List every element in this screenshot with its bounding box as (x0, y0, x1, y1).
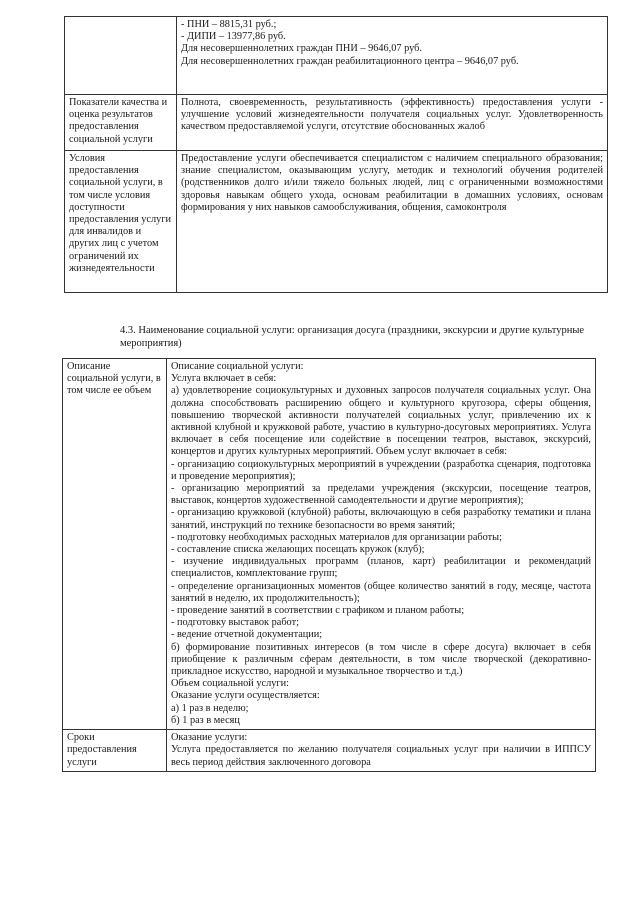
description-line: Описание социальной услуги: (171, 361, 304, 372)
table-row (65, 17, 608, 95)
row-label: Показатели качества и оценка результатов предоставления социальной услуги (65, 95, 177, 151)
row-label: Описание социальной услуги, в том числе ее объем (63, 359, 167, 730)
description-line: Услуга включает в себя: (171, 373, 277, 385)
description-line: а) удовлетворение социокультурных и духовных запросов получателя социальных услуг. Она должна способствовать расширению общего и культурного кругозора, сферы общения, повышению творческой активности получателей социальных услуг, привлечению их к активной клубной и кружковой работе, участию в культурно-досуговых мероприятиях. Услуга включает в себя посещение или содействие в посещении театров, выставок, экскурсий, концертов и других культурных мероприятий. Объем услуг включает в себя: (171, 385, 591, 458)
description-line: - ведение отчетной документации; (171, 629, 323, 641)
description-line: б) 1 раз в месяц (171, 714, 240, 726)
description-line: - подготовку необходимых расходных материалов для организации работы; (171, 531, 502, 543)
description-line: - организацию кружковой (клубной) работы, включающую в себя разработку тематики и плана занятий, инструкций по технике безопасности во время занятий; (171, 507, 591, 531)
section-heading: 4.3. Наименование социальной услуги: организация досуга (праздники, экскурсии и другие культурные мероприятия) (120, 325, 585, 349)
description-line: - составление списка желающих посещать кружок (клуб); (171, 544, 425, 556)
cost-cell (177, 17, 608, 95)
table-row (65, 151, 608, 293)
row-label: Сроки предоставления услуги (63, 730, 167, 772)
description-line: б) формирование позитивных интересов (в том числе в сфере досуга) включает в себя приобщение к различным сферам деятельности, в том числе творческой (декоративно-прикладное искусство, народной и музыкальное творчество и т.д.) (171, 641, 591, 678)
cost-line: - ДИПИ – 13977,86 руб. (181, 31, 286, 43)
services-table-continued (64, 16, 608, 293)
description-line: - определение организационных моментов (общее количество занятий в году, месяце, частота занятий в неделю, их продолжительность); (171, 580, 591, 604)
terms-line: Оказание услуги: (171, 732, 248, 744)
description-line: а) 1 раз в неделю; (171, 702, 249, 714)
conditions-text: Предоставление услуги обеспечивается специалистом с наличием специального образования; знание специалистом, оказывающим услугу, методик и технологий обучения родителей (родственников долго и/или тяжело больных людей, лиц с ограниченными возможностями здоровья навыкам общего ухода, основам реабилитации в домашних условиях, основам формирования у них навыков самообслуживания, общения, самоконтроля (177, 151, 608, 293)
terms-line: Услуга предоставляется по желанию получателя социальных услуг при наличии в ИППСУ весь период действия заключенного договора (171, 744, 591, 768)
quality-indicators-text: Полнота, своевременность, результативность (эффективность) предоставления услуги - улучшение условий жизнедеятельности получателя социальных услуг. Удовлетворенность качеством предоставляемой услуги, отсутствие обоснованных жалоб (177, 95, 608, 151)
table-row (65, 95, 608, 151)
description-line: - проведение занятий в соответствии с графиком и планом работы; (171, 605, 465, 617)
table-row (63, 359, 596, 730)
leisure-service-table (62, 358, 596, 772)
description-line: - подготовку выставок работ; (171, 617, 299, 629)
description-line: - организацию социокультурных мероприятий в учреждении (разработка сценария, подготовка и проведение мероприятия); (171, 458, 591, 482)
description-line: - организацию мероприятий за пределами учреждения (экскурсии, посещение театров, выставок, концертов художественной самодеятельности и другие мероприятия); (171, 483, 591, 507)
cost-line: - ПНИ – 8815,31 руб.; (181, 19, 277, 30)
cost-line: Для несовершеннолетних граждан реабилитационного центра – 9646,07 руб. (181, 55, 519, 67)
row-label (65, 17, 177, 95)
description-line: Объем социальной услуги: (171, 678, 289, 690)
service-description-cell (167, 359, 596, 730)
service-terms-cell (167, 730, 596, 772)
cost-line: Для несовершеннолетних граждан ПНИ – 9646,07 руб. (181, 43, 422, 55)
table-row (63, 730, 596, 772)
row-label: Условия предоставления социальной услуги, в том числе условия доступности предоставления услуги для инвалидов и других лиц с учетом ограничений их жизнедеятельности (65, 151, 177, 293)
description-line: - изучение индивидуальных программ (планов, карт) реабилитации и рекомендаций специалистов, комплектование групп; (171, 556, 591, 580)
description-line: Оказание услуги осуществляется: (171, 690, 320, 702)
